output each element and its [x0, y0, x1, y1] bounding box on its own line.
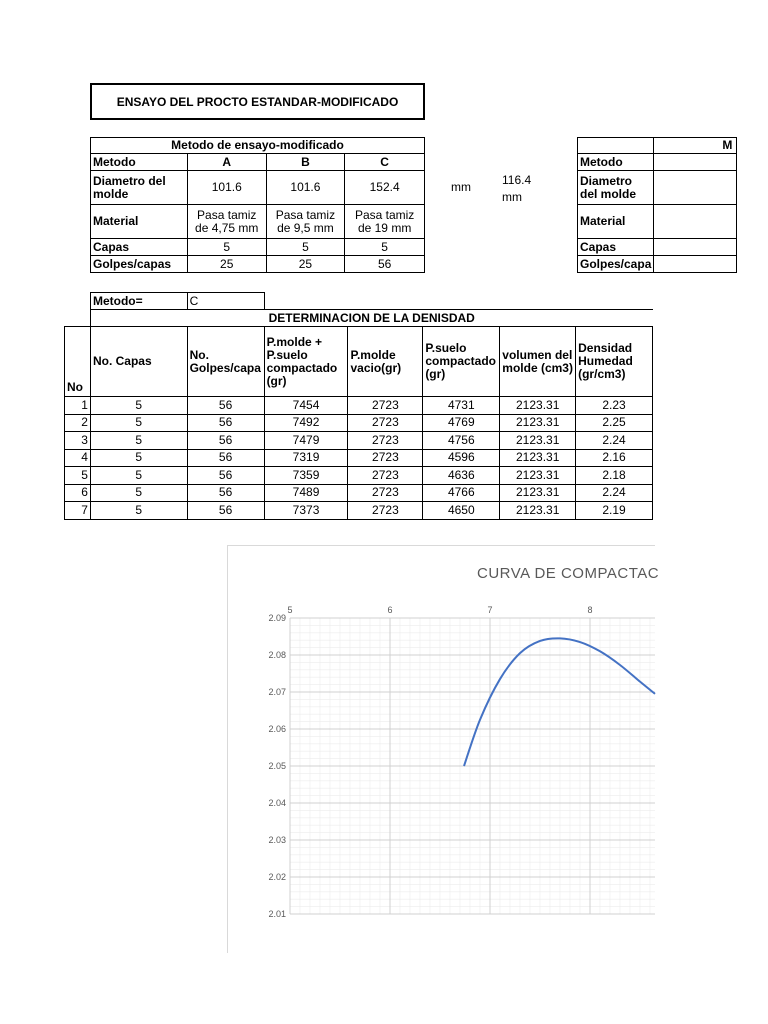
cell: 2123.31 — [500, 414, 576, 432]
cell: 2723 — [348, 467, 423, 485]
metodo-value: C — [187, 293, 264, 310]
cell: 7489 — [264, 484, 348, 502]
chart-area — [227, 545, 660, 953]
row-label: Material — [578, 205, 654, 239]
cell: 5 — [90, 467, 187, 485]
right-table-clip — [577, 137, 733, 277]
cell: 2123.31 — [500, 502, 576, 520]
cell: 2123.31 — [500, 484, 576, 502]
table-row — [65, 484, 653, 502]
row-number: 3 — [65, 432, 91, 450]
density-table — [64, 292, 653, 520]
cell: Pasa tamiz de 19 mm — [345, 205, 425, 239]
cell: 4769 — [423, 414, 500, 432]
cell: 7454 — [264, 397, 348, 415]
table-row — [65, 432, 653, 450]
cell: 25 — [187, 256, 266, 273]
table-row — [65, 449, 653, 467]
density-title: DETERMINACION DE LA DENISDAD — [90, 310, 652, 327]
cell: 56 — [187, 414, 264, 432]
cell: 2.25 — [576, 414, 653, 432]
cell: 56 — [187, 502, 264, 520]
cell: 5 — [90, 484, 187, 502]
method-table — [90, 137, 425, 273]
cell: 5 — [90, 502, 187, 520]
cell: 7492 — [264, 414, 348, 432]
cell: 5 — [90, 449, 187, 467]
y-tick-label: 2.07 — [268, 687, 286, 697]
row-label: Metodo — [578, 154, 654, 171]
row-number: 1 — [65, 397, 91, 415]
cell: 56 — [187, 467, 264, 485]
series-line — [464, 638, 655, 766]
cell: C — [345, 154, 425, 171]
cell: 4766 — [423, 484, 500, 502]
cell: 2723 — [348, 484, 423, 502]
cell: 4596 — [423, 449, 500, 467]
cell: 5 — [90, 414, 187, 432]
unit-label: mm — [451, 180, 471, 194]
cell: 56 — [187, 449, 264, 467]
row-label: Material — [91, 205, 188, 239]
cell: 2723 — [348, 414, 423, 432]
row-label: Capas — [91, 239, 188, 256]
cell: 2723 — [348, 397, 423, 415]
col-header: No. Capas — [90, 327, 187, 397]
cell: 2.24 — [576, 484, 653, 502]
cell: 5 — [266, 239, 345, 256]
col-header: Densidad Humedad (gr/cm3) — [576, 327, 653, 397]
y-tick-label: 2.06 — [268, 724, 286, 734]
row-number: 4 — [65, 449, 91, 467]
cell: 7373 — [264, 502, 348, 520]
compaction-chart — [228, 546, 660, 953]
cell: 2.18 — [576, 467, 653, 485]
row-number: 2 — [65, 414, 91, 432]
y-tick-label: 2.08 — [268, 650, 286, 660]
cell: 2723 — [348, 449, 423, 467]
col-header: No. Golpes/capa — [187, 327, 264, 397]
density-table-clip — [64, 292, 654, 522]
cell: Pasa tamiz de 4,75 mm — [187, 205, 266, 239]
method-table-header: Metodo de ensayo-modificado — [91, 138, 425, 154]
cell: 101.6 — [266, 171, 345, 205]
row-label: Metodo — [91, 154, 188, 171]
table-row — [65, 467, 653, 485]
col-header: volumen del molde (cm3) — [500, 327, 576, 397]
document-title: ENSAYO DEL PROCTO ESTANDAR-MODIFICADO — [90, 83, 425, 120]
cell: 2.19 — [576, 502, 653, 520]
col-header: P.molde + P.suelo compactado (gr) — [264, 327, 348, 397]
chart-title: CURVA DE COMPACTAC — [477, 565, 660, 582]
cell: A — [187, 154, 266, 171]
right-table — [577, 137, 737, 273]
row-number: 7 — [65, 502, 91, 520]
cell: 4731 — [423, 397, 500, 415]
x-tick-label: 6 — [387, 605, 393, 615]
cell: 7359 — [264, 467, 348, 485]
row-label: Capas — [578, 239, 654, 256]
cell: 25 — [266, 256, 345, 273]
table-row — [65, 397, 653, 415]
cell: 7479 — [264, 432, 348, 450]
cell: 2123.31 — [500, 449, 576, 467]
y-tick-label: 2.09 — [268, 613, 286, 623]
metodo-label: Metodo= — [90, 293, 187, 310]
table-row — [65, 502, 653, 520]
table-row — [65, 414, 653, 432]
cell: 5 — [187, 239, 266, 256]
x-tick-label: 8 — [587, 605, 593, 615]
row-number: 6 — [65, 484, 91, 502]
cell: 2723 — [348, 502, 423, 520]
cell: 7319 — [264, 449, 348, 467]
y-tick-label: 2.03 — [268, 835, 286, 845]
cell: 2123.31 — [500, 432, 576, 450]
col-header: P.molde vacio(gr) — [348, 327, 423, 397]
cell: 56 — [187, 484, 264, 502]
row-label: Golpes/capas — [91, 256, 188, 273]
y-tick-label: 2.04 — [268, 798, 286, 808]
cell: 56 — [187, 432, 264, 450]
cell: 56 — [345, 256, 425, 273]
cell: 101.6 — [187, 171, 266, 205]
row-label: Diametro del molde — [91, 171, 188, 205]
no-header: No — [65, 327, 91, 397]
x-tick-label: 5 — [287, 605, 293, 615]
col-header: P.suelo compactado (gr) — [423, 327, 500, 397]
y-tick-label: 2.02 — [268, 872, 286, 882]
cell: 4636 — [423, 467, 500, 485]
cell: 5 — [345, 239, 425, 256]
y-tick-label: 2.01 — [268, 909, 286, 919]
cell: 2.24 — [576, 432, 653, 450]
cell: 5 — [90, 397, 187, 415]
x-tick-label: 7 — [487, 605, 493, 615]
row-label: Golpes/capa — [578, 256, 654, 273]
row-number: 5 — [65, 467, 91, 485]
cell: 56 — [187, 397, 264, 415]
cell: 5 — [90, 432, 187, 450]
cell: 4756 — [423, 432, 500, 450]
cell: 2123.31 — [500, 467, 576, 485]
cell: 152.4 — [345, 171, 425, 205]
right-table-header: M — [654, 138, 737, 154]
side-value: 116.4 mm — [502, 173, 532, 204]
cell: 2723 — [348, 432, 423, 450]
row-label: Diametro del molde — [578, 171, 654, 205]
cell: 2.16 — [576, 449, 653, 467]
cell: 2.23 — [576, 397, 653, 415]
cell: 4650 — [423, 502, 500, 520]
cell: 2123.31 — [500, 397, 576, 415]
y-tick-label: 2.05 — [268, 761, 286, 771]
cell: Pasa tamiz de 9,5 mm — [266, 205, 345, 239]
cell: B — [266, 154, 345, 171]
